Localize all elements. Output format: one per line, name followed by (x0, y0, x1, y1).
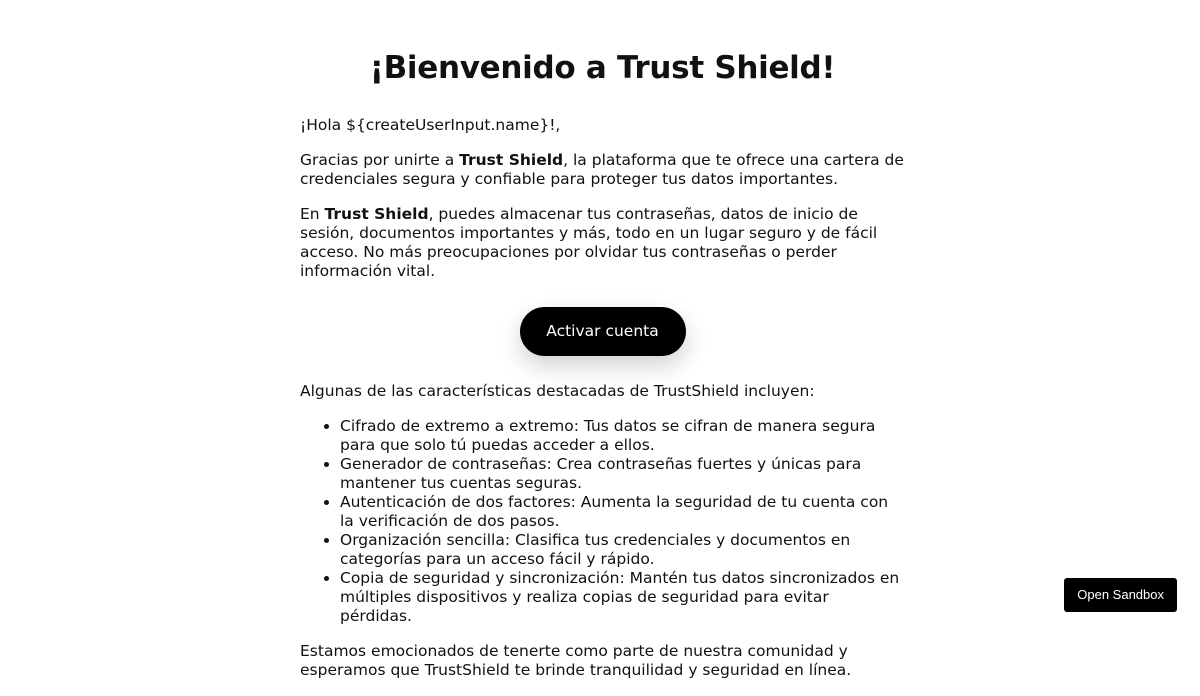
storage-paragraph (300, 205, 905, 281)
storage-text-after: , puedes almacenar tus contraseñas, datos de inicio de sesión, documentos importantes y más, todo en un lugar seguro y de fácil acceso. No más preocupaciones por olvidar tus contraseñas o perder información vital. (300, 205, 878, 280)
feature-item-encryption: • Cifrado de extremo a extremo: Tus datos se cifran de manera segura para que solo tú puedas acceder a ellos. (340, 417, 905, 455)
features-intro: Algunas de las características destacadas de TrustShield incluyen: (300, 382, 815, 400)
greeting-text: ¡Hola ${createUserInput.name}!, (300, 116, 561, 134)
feature-item-backup-sync: • Copia de seguridad y sincronización: Mantén tus datos sincronizados en múltiples dispositivos y realiza copias de seguridad para evitar pérdidas. (340, 569, 905, 626)
features-list (300, 417, 905, 626)
email-title: ¡Bienvenido a Trust Shield! (369, 50, 836, 86)
activate-button-row (300, 307, 905, 356)
intro-text-before: Gracias por unirte a (300, 151, 460, 169)
feature-item-organization: • Organización sencilla: Clasifica tus credenciales y documentos en categorías para un acceso fácil y rápido. (340, 531, 905, 569)
activate-account-button[interactable]: Activar cuenta (520, 307, 686, 356)
brand-name: Trust Shield (324, 205, 429, 223)
intro-paragraph (300, 151, 905, 189)
brand-name: Trust Shield (459, 151, 564, 169)
email-content (300, 46, 905, 696)
open-sandbox-button[interactable]: Open Sandbox (1064, 578, 1177, 612)
storage-text-before: En (300, 205, 325, 223)
closing-paragraph: Estamos emocionados de tenerte como parte de nuestra comunidad y esperamos que TrustShield te brinde tranquilidad y seguridad en línea. (300, 642, 852, 679)
feature-item-two-factor: • Autenticación de dos factores: Aumenta la seguridad de tu cuenta con la verificación de dos pasos. (340, 493, 905, 531)
feature-item-password-generator: • Generador de contraseñas: Crea contraseñas fuertes y únicas para mantener tus cuentas seguras. (340, 455, 905, 493)
intro-text-after: , la plataforma que te ofrece una cartera de credenciales segura y confiable para proteger tus datos importantes. (300, 151, 904, 188)
